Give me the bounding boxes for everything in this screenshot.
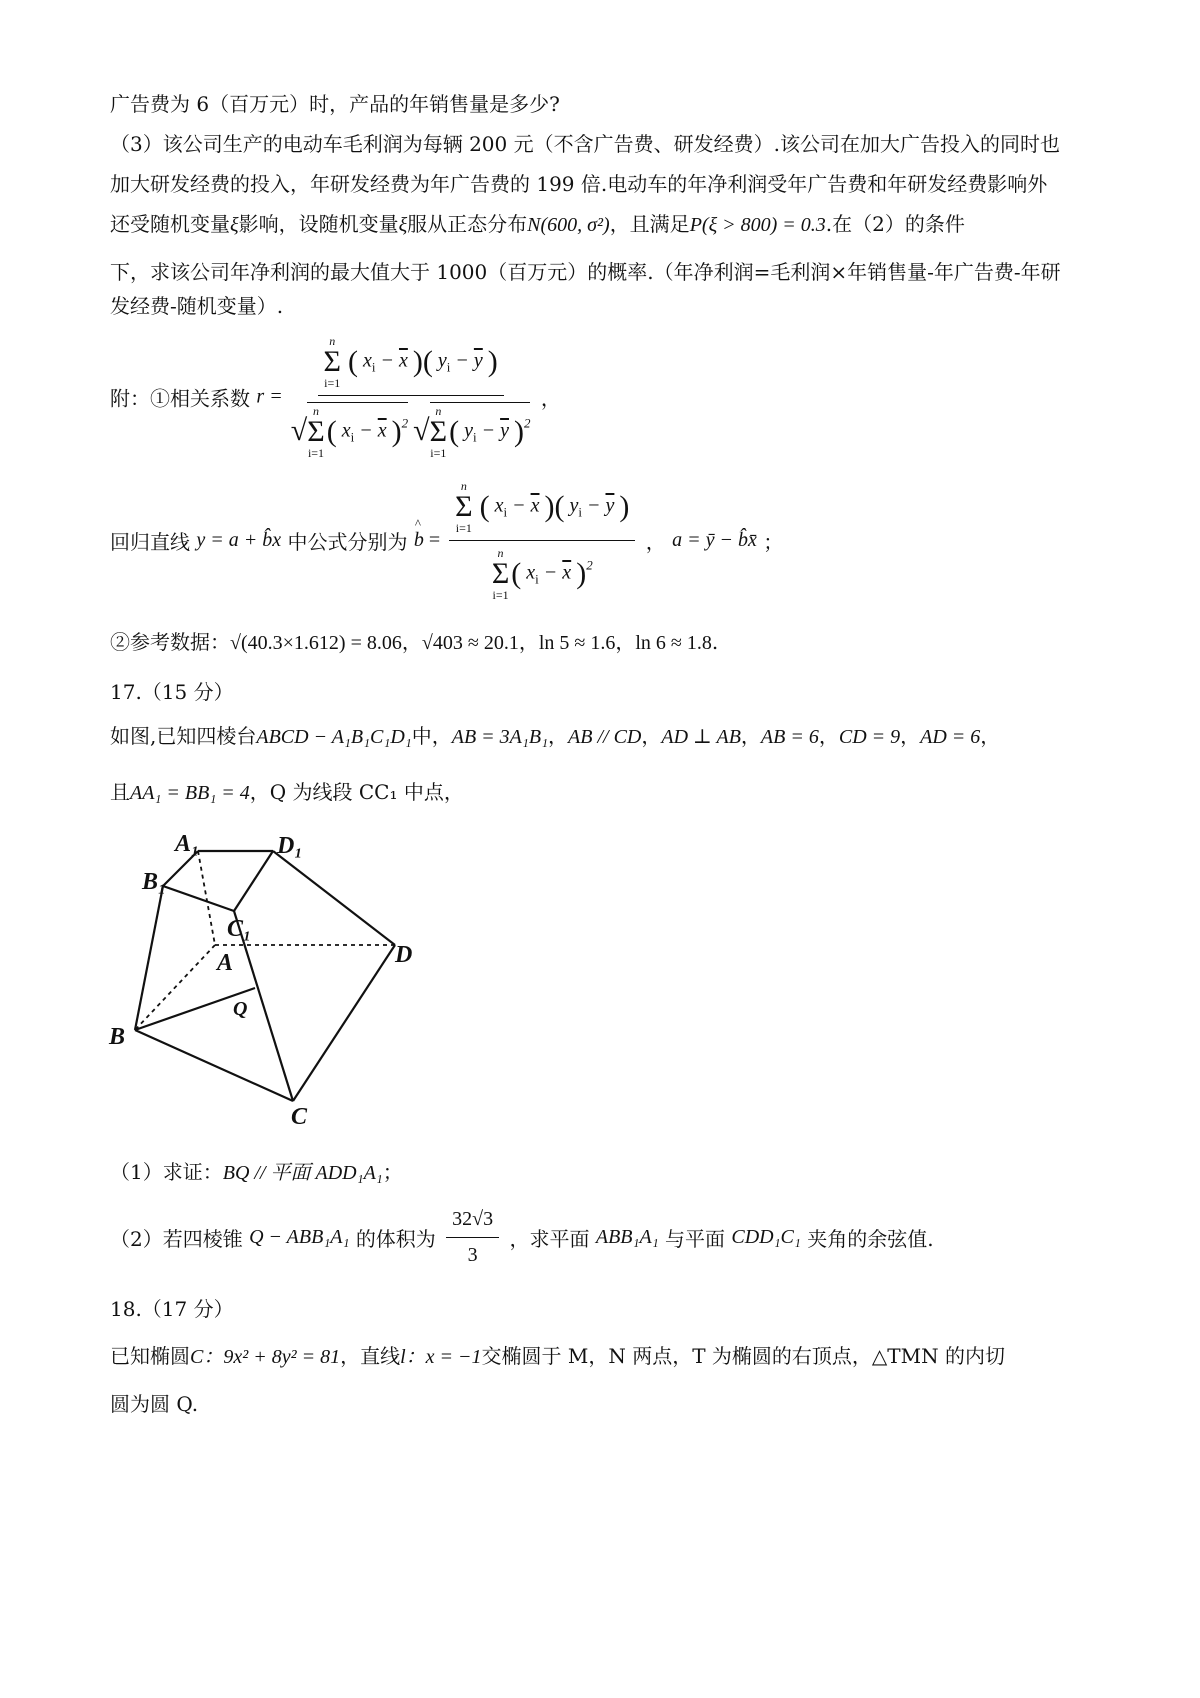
edge-b1c1 [163,886,234,911]
volume-fraction: $\frac{32√3}{3}$ [446,1208,499,1267]
label-q: Q [233,998,248,1020]
q17-part1: （1）求证：BQ // 平面 ADD₁A₁； [110,1160,403,1184]
edge-b1b [135,886,163,1030]
label-d: D [395,942,413,968]
reference-data: ②参考数据：√(40.3×1.612) = 8.06，√403 ≈ 20.1，ln 5 ≈ 1.6，ln 6 ≈ 1.8. [110,630,719,654]
q17-stem-line2: 且AA₁ = BB₁ = 4，Q 为线段 CC₁ 中点， [110,780,464,804]
q16-part3-line: （3）该公司生产的电动车毛利润为每辆 200 元（不含广告费、研发经费）.该公司在加大广告投入的同时也 [110,132,1060,156]
edge-a1a [198,851,215,945]
frustum-figure [95,818,435,1128]
edge-bc [135,1030,293,1101]
label-c: C [291,1104,308,1128]
q18-stem-line1: 已知椭圆C：9x² + 8y² = 81，直线l：x = −1交椭圆于 M，N 两点，T 为椭圆的右顶点，△TMN 的内切 [110,1344,1005,1368]
normal-distribution: N(600, σ²) [527,214,610,236]
edge-c1d1 [234,851,273,911]
label-a1: A₁ [175,831,200,857]
r-fraction: n Σ i=1 ( $x_i - \overline{x}$ )( $y_i - \overline{y}$ ) √ n Σ i=1 ( $x_i - \overline{x}$ )$^2$ √ n Σ i=1 ( $y_i - \overline{y}$ )$^2$ [290,334,531,460]
regression-formula: 回归直线 y = a + b̂x 中公式分别为 ^ b = n Σ i=1 ( $x_i - \overline{x}$ )( $y_i - \overline{y}$ ) n Σ i=1 ( $x_i - \overline{x}$ )$^2$ ， a = ȳ − b̂x̄ ； [110,480,783,601]
q16-line4: 还受随机变量ξ影响，设随机变量ξ服从正态分布N(600, σ²)，且满足P(ξ > 800) = 0.3.在（2）的条件 [110,212,965,236]
q18-stem-line2: 圆为圆 Q. [110,1392,199,1416]
q18-header: 18.（17 分） [110,1297,234,1321]
label-d1: D₁ [277,833,303,859]
q17-header: 17.（15 分） [110,680,234,704]
label-b1: B₁ [142,869,167,895]
q16-line3: 加大研发经费的投入，年研发经费为年广告费的 199 倍.电动车的年净利润受年广告费和年研发经费影响外 [110,172,1048,196]
q16-line1: 广告费为 6（百万元）时，产品的年销售量是多少? [110,92,560,116]
edge-dc [293,945,395,1101]
q17-part2: （2）若四棱锥 Q − ABB₁A₁ 的体积为 $\frac{32√3}{3}$ ，求平面 ABB₁A₁ 与平面 CDD₁C₁ 夹角的余弦值. [110,1208,934,1266]
q17-stem-line1: 如图,已知四棱台ABCD − A₁B₁C₁D₁中，AB = 3A₁B₁，AB // CD，AD ⊥ AB，AB = 6，CD = 9，AD = 6， [110,724,1001,748]
edge-d1d [273,851,395,945]
b-fraction: n Σ i=1 ( $x_i - \overline{x}$ )( $y_i - \overline{y}$ ) n Σ i=1 ( $x_i - \overline{x}$ )$^2$ [449,480,635,601]
label-c1: C₁ [227,916,252,942]
probability-condition: P(ξ > 800) = 0.3 [689,214,826,236]
label-b: B [109,1024,126,1050]
edge-ab [135,945,215,1030]
q16-line5: 下，求该公司年净利润的最大值大于 1000（百万元）的概率.（年净利润=毛利润×年销售量-年广告费-年研 [110,260,1061,284]
correlation-formula: 附：①相关系数 r = n Σ i=1 ( $x_i - \overline{x}$ )( $y_i - \overline{y}$ ) √ n Σ i=1 ( $x_i - \overline{x}$ )$^2$ √ n Σ i=1 ( $y_i - \overline{y}$ )$^2$ ， [110,334,561,460]
q16-line6: 发经费-随机变量）. [110,294,284,318]
label-a: A [217,950,234,976]
